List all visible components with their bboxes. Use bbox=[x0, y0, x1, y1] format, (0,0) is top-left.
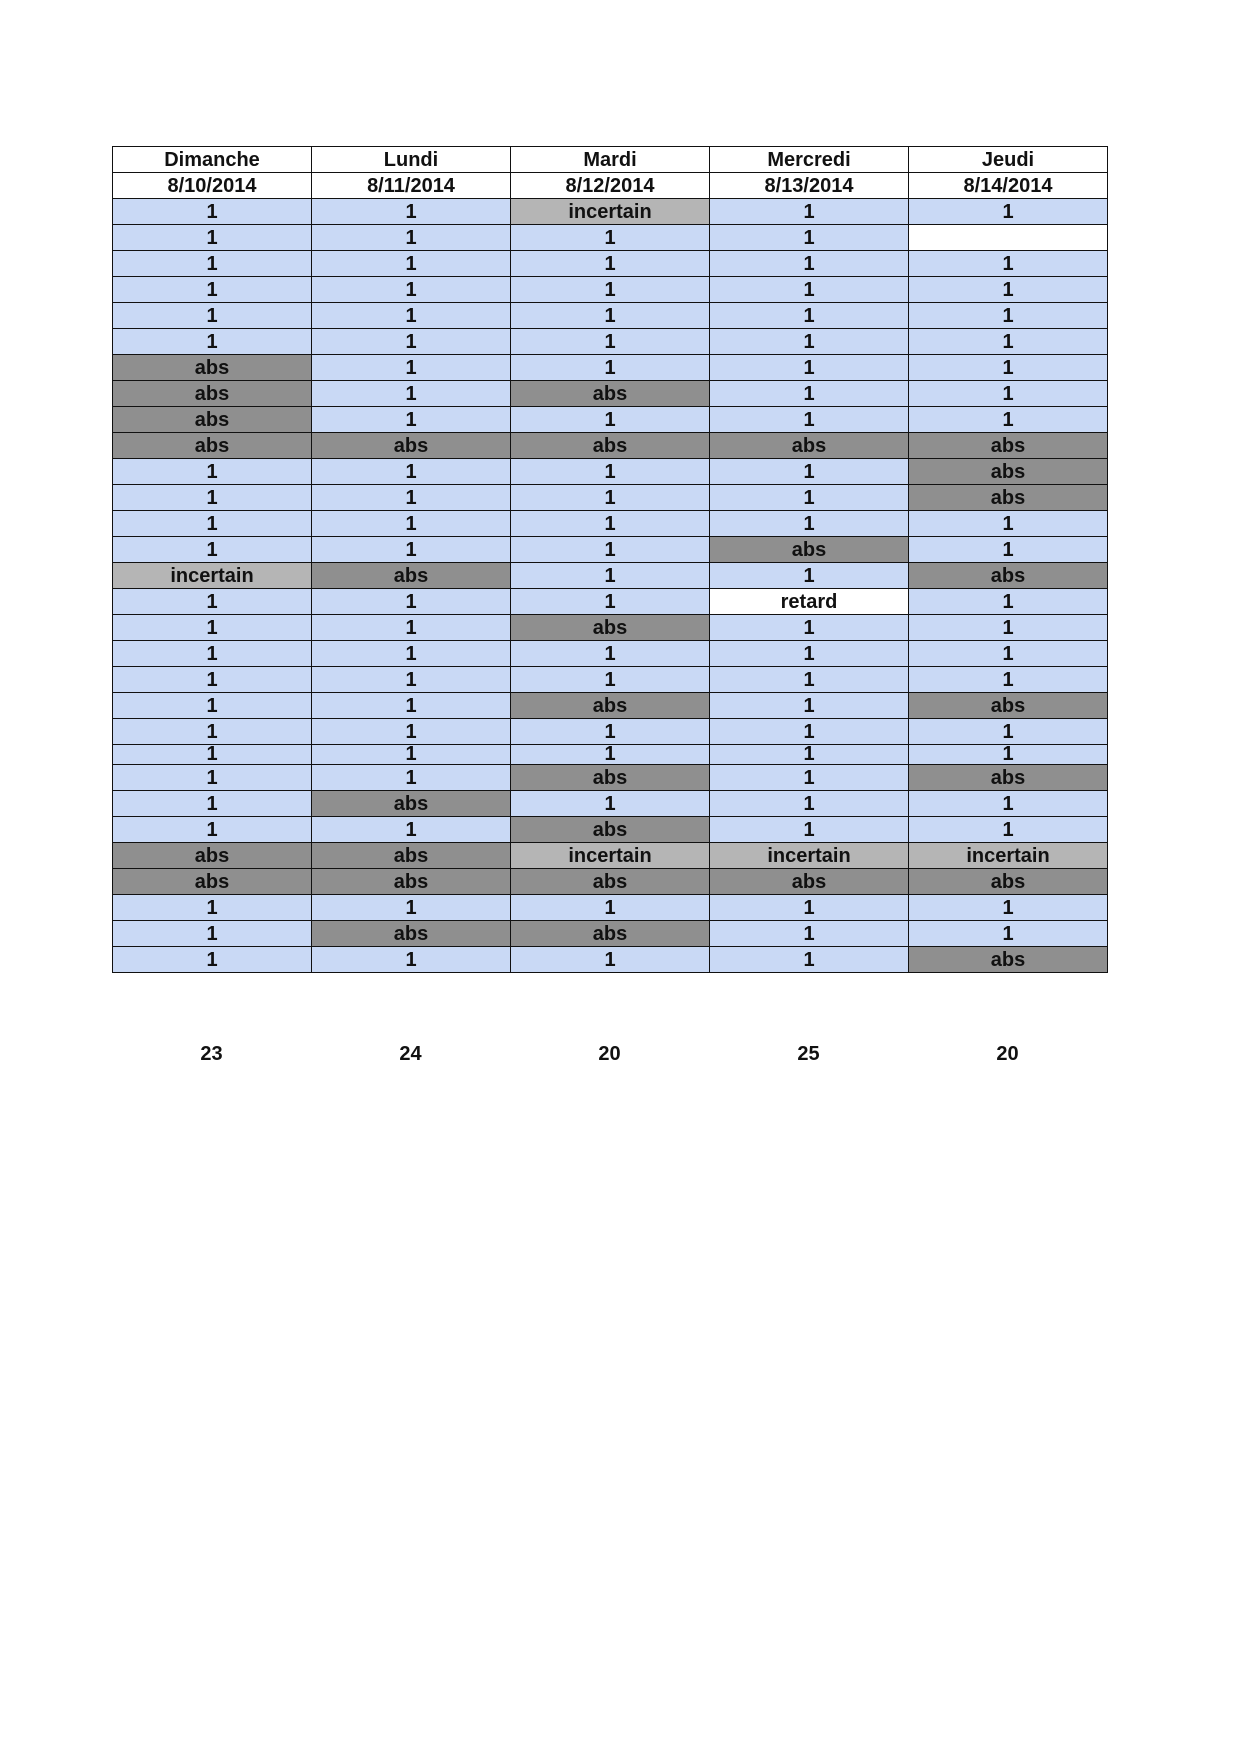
table-row bbox=[113, 719, 1108, 745]
attendance-cell: 1 bbox=[312, 765, 511, 791]
attendance-cell: 1 bbox=[909, 589, 1108, 615]
attendance-cell: 1 bbox=[511, 947, 710, 973]
attendance-cell: 1 bbox=[113, 511, 312, 537]
attendance-cell: 1 bbox=[710, 381, 909, 407]
attendance-cell: abs bbox=[113, 433, 312, 459]
attendance-cell: 1 bbox=[710, 303, 909, 329]
attendance-cell: 1 bbox=[312, 947, 511, 973]
attendance-cell: retard bbox=[710, 589, 909, 615]
attendance-cell: 1 bbox=[710, 459, 909, 485]
attendance-cell: 1 bbox=[909, 921, 1108, 947]
table-row bbox=[113, 693, 1108, 719]
attendance-cell: 1 bbox=[113, 693, 312, 719]
attendance-cell: 1 bbox=[710, 895, 909, 921]
attendance-cell: 1 bbox=[113, 199, 312, 225]
attendance-cell: 1 bbox=[511, 407, 710, 433]
attendance-cell: 1 bbox=[113, 303, 312, 329]
day-header: Mardi bbox=[511, 147, 710, 173]
attendance-cell: 1 bbox=[511, 251, 710, 277]
attendance-cell: 1 bbox=[909, 791, 1108, 817]
attendance-cell: 1 bbox=[909, 667, 1108, 693]
attendance-cell: 1 bbox=[511, 745, 710, 765]
table-row bbox=[113, 765, 1108, 791]
attendance-cell: 1 bbox=[511, 537, 710, 563]
table-row bbox=[113, 459, 1108, 485]
attendance-cell: 1 bbox=[710, 667, 909, 693]
attendance-cell: 1 bbox=[909, 817, 1108, 843]
attendance-cell: 1 bbox=[909, 745, 1108, 765]
attendance-cell: 1 bbox=[312, 407, 511, 433]
day-header: Dimanche bbox=[113, 147, 312, 173]
attendance-cell: abs bbox=[113, 355, 312, 381]
attendance-cell: 1 bbox=[113, 225, 312, 251]
attendance-cell: 1 bbox=[710, 817, 909, 843]
date-header: 8/12/2014 bbox=[511, 173, 710, 199]
attendance-cell: 1 bbox=[312, 485, 511, 511]
attendance-cell: 1 bbox=[909, 251, 1108, 277]
table-row bbox=[113, 251, 1108, 277]
attendance-cell: 1 bbox=[113, 719, 312, 745]
attendance-cell: abs bbox=[511, 693, 710, 719]
attendance-cell: 1 bbox=[312, 303, 511, 329]
attendance-cell: 1 bbox=[113, 485, 312, 511]
attendance-cell: abs bbox=[710, 433, 909, 459]
date-header-row bbox=[113, 173, 1108, 199]
attendance-cell: 1 bbox=[909, 641, 1108, 667]
attendance-cell: abs bbox=[511, 765, 710, 791]
table-row bbox=[113, 329, 1108, 355]
attendance-cell: 1 bbox=[710, 921, 909, 947]
total-value: 23 bbox=[200, 1043, 223, 1065]
attendance-cell: 1 bbox=[312, 895, 511, 921]
attendance-cell: abs bbox=[312, 791, 511, 817]
attendance-cell: 1 bbox=[312, 381, 511, 407]
attendance-cell: 1 bbox=[113, 895, 312, 921]
date-header: 8/10/2014 bbox=[113, 173, 312, 199]
attendance-cell: 1 bbox=[312, 589, 511, 615]
attendance-cell: abs bbox=[511, 817, 710, 843]
day-header-row bbox=[113, 147, 1108, 173]
attendance-cell: 1 bbox=[312, 693, 511, 719]
attendance-cell: abs bbox=[113, 381, 312, 407]
total-value: 24 bbox=[399, 1043, 422, 1065]
attendance-cell: 1 bbox=[113, 765, 312, 791]
table-row bbox=[113, 199, 1108, 225]
table-row bbox=[113, 537, 1108, 563]
attendance-cell: abs bbox=[909, 693, 1108, 719]
attendance-cell: abs bbox=[511, 433, 710, 459]
attendance-cell: 1 bbox=[113, 251, 312, 277]
attendance-cell: 1 bbox=[312, 199, 511, 225]
attendance-cell bbox=[909, 225, 1108, 251]
table-row bbox=[113, 381, 1108, 407]
attendance-cell: abs bbox=[312, 433, 511, 459]
day-header: Lundi bbox=[312, 147, 511, 173]
attendance-cell: 1 bbox=[113, 791, 312, 817]
table-row bbox=[113, 303, 1108, 329]
attendance-cell: abs bbox=[511, 869, 710, 895]
attendance-cell: abs bbox=[312, 921, 511, 947]
table-row bbox=[113, 817, 1108, 843]
attendance-cell: abs bbox=[909, 485, 1108, 511]
attendance-cell: 1 bbox=[312, 667, 511, 693]
attendance-cell: 1 bbox=[312, 225, 511, 251]
date-header: 8/14/2014 bbox=[909, 173, 1108, 199]
totals-row bbox=[112, 1043, 1107, 1066]
attendance-cell: incertain bbox=[113, 563, 312, 589]
attendance-cell: 1 bbox=[511, 641, 710, 667]
attendance-cell: 1 bbox=[710, 329, 909, 355]
table-row bbox=[113, 485, 1108, 511]
attendance-cell: 1 bbox=[710, 719, 909, 745]
attendance-cell: 1 bbox=[710, 615, 909, 641]
attendance-cell: 1 bbox=[909, 329, 1108, 355]
attendance-cell: abs bbox=[909, 433, 1108, 459]
attendance-cell: 1 bbox=[909, 719, 1108, 745]
table-row bbox=[113, 277, 1108, 303]
attendance-cell: 1 bbox=[312, 615, 511, 641]
attendance-cell: 1 bbox=[710, 251, 909, 277]
table-row bbox=[113, 921, 1108, 947]
attendance-cell: abs bbox=[312, 843, 511, 869]
attendance-cell: 1 bbox=[710, 947, 909, 973]
attendance-cell: 1 bbox=[909, 355, 1108, 381]
attendance-cell: 1 bbox=[113, 947, 312, 973]
attendance-cell: 1 bbox=[312, 537, 511, 563]
attendance-cell: 1 bbox=[312, 459, 511, 485]
attendance-cell: 1 bbox=[312, 277, 511, 303]
attendance-cell: 1 bbox=[511, 563, 710, 589]
attendance-cell: abs bbox=[909, 563, 1108, 589]
attendance-cell: 1 bbox=[113, 745, 312, 765]
date-header: 8/13/2014 bbox=[710, 173, 909, 199]
attendance-cell: 1 bbox=[511, 485, 710, 511]
attendance-cell: abs bbox=[909, 765, 1108, 791]
attendance-cell: abs bbox=[511, 381, 710, 407]
table-row bbox=[113, 667, 1108, 693]
attendance-cell: 1 bbox=[511, 277, 710, 303]
attendance-cell: abs bbox=[113, 843, 312, 869]
attendance-cell: 1 bbox=[710, 511, 909, 537]
table-row bbox=[113, 869, 1108, 895]
attendance-cell: incertain bbox=[710, 843, 909, 869]
attendance-cell: 1 bbox=[511, 667, 710, 693]
attendance-cell: 1 bbox=[909, 895, 1108, 921]
day-header: Jeudi bbox=[909, 147, 1108, 173]
attendance-cell: 1 bbox=[511, 225, 710, 251]
attendance-cell: 1 bbox=[312, 641, 511, 667]
attendance-cell: 1 bbox=[511, 459, 710, 485]
attendance-cell: 1 bbox=[710, 563, 909, 589]
attendance-cell: 1 bbox=[909, 277, 1108, 303]
table-row bbox=[113, 791, 1108, 817]
attendance-cell: abs bbox=[511, 615, 710, 641]
total-value: 20 bbox=[996, 1043, 1019, 1065]
attendance-body bbox=[113, 199, 1108, 973]
attendance-cell: 1 bbox=[511, 589, 710, 615]
attendance-cell: abs bbox=[909, 947, 1108, 973]
table-row bbox=[113, 615, 1108, 641]
attendance-cell: 1 bbox=[710, 225, 909, 251]
attendance-cell: 1 bbox=[511, 329, 710, 355]
attendance-cell: 1 bbox=[113, 615, 312, 641]
attendance-cell: 1 bbox=[511, 511, 710, 537]
attendance-cell: 1 bbox=[710, 407, 909, 433]
table-row bbox=[113, 589, 1108, 615]
attendance-cell: 1 bbox=[710, 641, 909, 667]
total-value: 20 bbox=[598, 1043, 621, 1065]
attendance-cell: 1 bbox=[113, 329, 312, 355]
attendance-cell: incertain bbox=[511, 843, 710, 869]
table-row bbox=[113, 225, 1108, 251]
attendance-cell: 1 bbox=[710, 199, 909, 225]
attendance-cell: abs bbox=[710, 869, 909, 895]
attendance-cell: 1 bbox=[312, 251, 511, 277]
attendance-cell: 1 bbox=[312, 355, 511, 381]
attendance-cell: abs bbox=[909, 459, 1108, 485]
attendance-cell: 1 bbox=[511, 719, 710, 745]
attendance-cell: 1 bbox=[312, 745, 511, 765]
attendance-cell: incertain bbox=[909, 843, 1108, 869]
total-value: 25 bbox=[797, 1043, 820, 1065]
attendance-cell: 1 bbox=[113, 667, 312, 693]
attendance-cell: abs bbox=[511, 921, 710, 947]
table-row bbox=[113, 355, 1108, 381]
attendance-cell: 1 bbox=[113, 921, 312, 947]
attendance-cell: 1 bbox=[710, 693, 909, 719]
attendance-cell: abs bbox=[113, 869, 312, 895]
table-row bbox=[113, 745, 1108, 765]
table-row bbox=[113, 641, 1108, 667]
attendance-cell: 1 bbox=[909, 511, 1108, 537]
attendance-cell: 1 bbox=[511, 895, 710, 921]
attendance-cell: 1 bbox=[312, 719, 511, 745]
attendance-cell: 1 bbox=[710, 355, 909, 381]
attendance-cell: 1 bbox=[909, 615, 1108, 641]
attendance-cell: 1 bbox=[710, 791, 909, 817]
attendance-cell: 1 bbox=[710, 765, 909, 791]
attendance-cell: 1 bbox=[312, 817, 511, 843]
attendance-cell: 1 bbox=[909, 199, 1108, 225]
attendance-cell: abs bbox=[909, 869, 1108, 895]
attendance-cell: 1 bbox=[909, 407, 1108, 433]
attendance-cell: abs bbox=[710, 537, 909, 563]
date-header: 8/11/2014 bbox=[312, 173, 511, 199]
attendance-cell: 1 bbox=[511, 791, 710, 817]
attendance-cell: 1 bbox=[511, 355, 710, 381]
day-header: Mercredi bbox=[710, 147, 909, 173]
attendance-table bbox=[112, 146, 1108, 973]
attendance-cell: 1 bbox=[113, 459, 312, 485]
attendance-cell: 1 bbox=[909, 381, 1108, 407]
attendance-cell: 1 bbox=[710, 745, 909, 765]
attendance-cell: 1 bbox=[113, 817, 312, 843]
table-row bbox=[113, 563, 1108, 589]
attendance-cell: 1 bbox=[511, 303, 710, 329]
attendance-cell: 1 bbox=[710, 277, 909, 303]
attendance-cell: 1 bbox=[113, 277, 312, 303]
table-row bbox=[113, 895, 1108, 921]
attendance-cell: abs bbox=[312, 869, 511, 895]
attendance-cell: 1 bbox=[312, 329, 511, 355]
attendance-cell: abs bbox=[113, 407, 312, 433]
table-row bbox=[113, 947, 1108, 973]
attendance-cell: 1 bbox=[909, 303, 1108, 329]
attendance-cell: abs bbox=[312, 563, 511, 589]
attendance-cell: incertain bbox=[511, 199, 710, 225]
table-row bbox=[113, 843, 1108, 869]
attendance-cell: 1 bbox=[909, 537, 1108, 563]
attendance-cell: 1 bbox=[710, 485, 909, 511]
attendance-cell: 1 bbox=[113, 537, 312, 563]
table-row bbox=[113, 433, 1108, 459]
attendance-cell: 1 bbox=[312, 511, 511, 537]
table-row bbox=[113, 511, 1108, 537]
attendance-cell: 1 bbox=[113, 589, 312, 615]
attendance-cell: 1 bbox=[113, 641, 312, 667]
table-row bbox=[113, 407, 1108, 433]
